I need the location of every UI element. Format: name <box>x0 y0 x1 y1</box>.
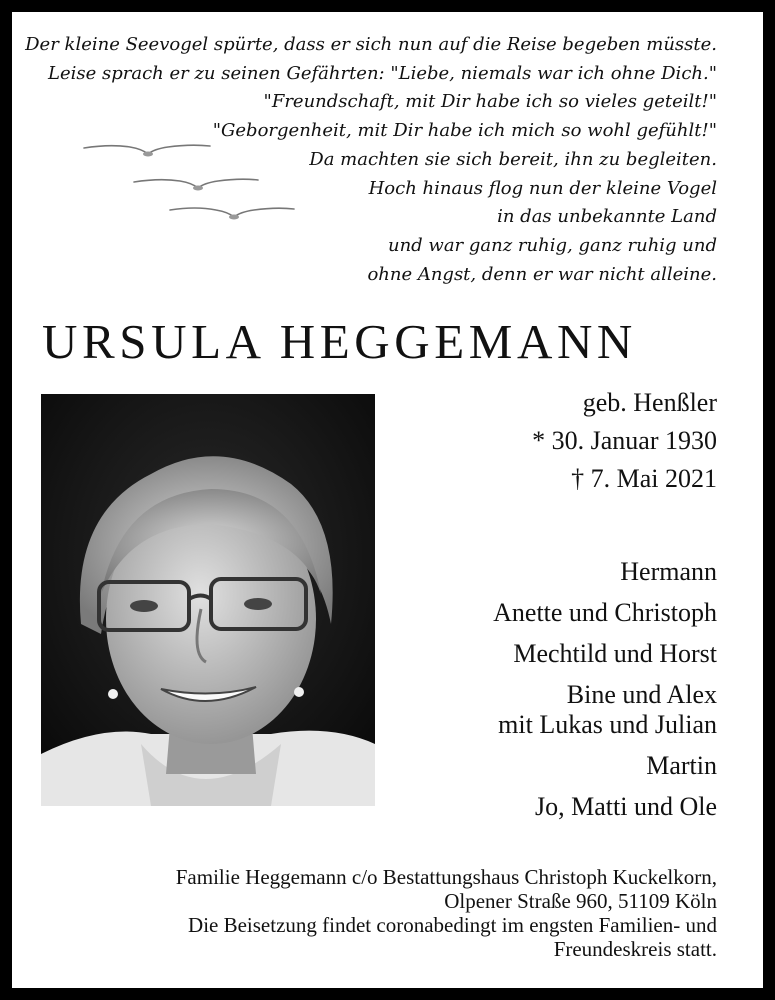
poem-line: "Geborgenheit, mit Dir habe ich mich so wohl gefühlt!" <box>212 120 717 142</box>
deceased-name: URSULA HEGGEMANN <box>42 314 637 369</box>
poem-line: ohne Angst, denn er war nicht alleine. <box>367 263 717 285</box>
birth-date: * 30. Januar 1930 <box>532 426 717 455</box>
mourner: Martin <box>646 751 717 780</box>
mourner: Jo, Matti und Ole <box>535 792 717 821</box>
footer-notice <box>12 865 717 961</box>
birth-name: geb. Henßler <box>582 388 717 417</box>
poem-line: Der kleine Seevogel spürte, dass er sich nun auf die Reise begeben müsste. <box>25 34 717 55</box>
footer-line: Olpener Straße 960, 51109 Köln <box>444 889 717 913</box>
poem-line: Leise sprach er zu seinen Gefährten: "Liebe, niemals war ich ohne Dich." <box>48 62 717 84</box>
poem-line: "Freundschaft, mit Dir habe ich so vieles geteilt!" <box>263 91 717 113</box>
life-dates <box>532 384 717 498</box>
footer-line: Freundeskreis statt. <box>553 937 717 961</box>
mourner: Bine und Alex <box>566 680 717 709</box>
death-date: † 7. Mai 2021 <box>571 464 717 493</box>
seagulls-icon <box>80 140 300 230</box>
obituary-card <box>12 12 763 988</box>
mourner: Hermann <box>620 557 717 586</box>
portrait-photo <box>41 394 375 806</box>
poem-line: Hoch hinaus flog nun der kleine Vogel <box>368 177 717 199</box>
mourner: Mechtild und Horst <box>513 639 717 668</box>
poem-line: Da machten sie sich bereit, ihn zu begleiten. <box>309 148 717 170</box>
footer-line: Familie Heggemann c/o Bestattungshaus Christoph Kuckelkorn, <box>175 865 717 889</box>
mourner: mit Lukas und Julian <box>498 710 717 739</box>
mourner: Anette und Christoph <box>493 598 717 627</box>
mourners-list <box>493 557 717 822</box>
poem-line: und war ganz ruhig, ganz ruhig und <box>387 234 717 256</box>
footer-line: Die Beisetzung findet coronabedingt im engsten Familien- und <box>188 913 717 937</box>
poem-line: in das unbekannte Land <box>497 206 717 228</box>
